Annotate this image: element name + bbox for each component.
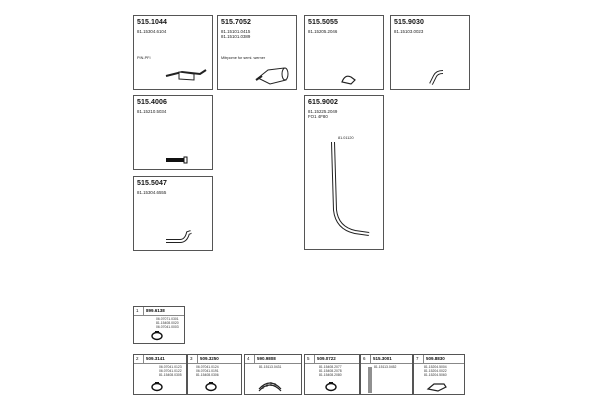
part-number: 515.7052 [221,19,251,26]
accessory-line: 81.15113.0452 [374,365,397,369]
clamp-icon [150,331,164,341]
accessory-line: 81.15408.2080 [319,373,342,377]
accessory-index: 4 [247,356,250,361]
divider [314,355,315,363]
clamp-icon [150,382,164,392]
divider [143,355,144,363]
accessory-line: 06.07071.0301 [156,317,179,321]
accessory-box-7[interactable] [413,354,465,395]
bracket-icon [426,381,448,393]
accessory-line: 81.15204.5004 [424,365,447,369]
accessory-box-2[interactable] [133,354,187,395]
accessory-number: 590.9808 [257,356,276,361]
divider [370,355,371,363]
accessory-number: 899.6138 [146,308,165,313]
accessory-index: 3 [190,356,193,361]
part-card-515-5047[interactable] [133,176,213,251]
clamp-icon [204,382,218,392]
accessory-number: 509.8830 [426,356,445,361]
accessory-line: 81.15408.2078 [319,369,342,373]
part-card-515-1044[interactable] [133,15,213,90]
accessory-box-3[interactable] [187,354,242,395]
accessory-box-6[interactable] [360,354,413,395]
accessory-line: 81.15204.0022 [424,369,447,373]
accessory-box-5[interactable] [304,354,360,395]
pipe-section-icon [164,156,188,164]
accessory-header [245,355,301,364]
tail-pipe-icon [325,140,375,245]
accessory-index: 1 [136,308,139,313]
accessory-line: 81.15204.5060 [424,373,447,377]
accessory-box-4[interactable] [244,354,302,395]
part-card-515-5055[interactable] [304,15,384,90]
accessory-index: 5 [307,356,310,361]
accessory-header [134,307,184,316]
divider [423,355,424,363]
pipe-elbow-icon [339,72,359,86]
part-reference: 81.15205.2046 [308,29,338,34]
part-note: PIN-PFI [137,56,151,60]
bend-pipe-icon [427,68,447,88]
accessory-index: 6 [363,356,366,361]
accessory-line: 81.15408.0020 [156,321,179,325]
part-number: 515.5055 [308,19,338,26]
part-card-615-9002[interactable] [304,95,384,250]
part-card-515-9030[interactable] [390,15,470,90]
part-label: 81.01120 [338,136,354,140]
curved-pipe-icon [164,229,194,245]
accessory-index: 2 [136,356,139,361]
part-number: 515.4006 [137,99,167,106]
divider [197,355,198,363]
divider [254,355,255,363]
rubber-hanger-icon [367,365,373,395]
part-number: 515.9030 [394,19,424,26]
accessory-line: 81.15408.0306 [196,373,219,377]
accessory-number: 515.3001 [373,356,392,361]
part-reference: 81.15304.6555 [137,190,167,195]
accessory-line: 06.07041.0123 [159,365,182,369]
accessory-number: 509.0722 [317,356,336,361]
accessory-number: 509.3141 [146,356,165,361]
part-number: 615.9002 [308,99,338,106]
part-number: 515.5047 [137,180,167,187]
clamp-icon [324,382,338,392]
part-reference: 81.15103.0023 [394,29,424,34]
part-reference: 81.15101.0415 [221,29,251,34]
heat-shield-icon [257,375,283,393]
accessory-line: 06.07041.0124 [196,365,219,369]
accessory-line: 06.07041.0191 [196,369,219,373]
accessory-header [188,355,241,364]
part-reference: 81.15304.6104 [137,29,167,34]
part-card-515-7052[interactable] [217,15,297,90]
part-reference: 81.15210.5034 [137,109,167,114]
accessory-header [361,355,412,364]
muffler-icon [164,66,209,86]
accessory-line: 81.15408.2077 [319,365,342,369]
accessory-line: 81.15113.0431 [259,365,282,369]
silencer-icon [254,62,290,88]
accessory-line: 81.15408.0305 [159,373,182,377]
accessory-number: 509.3250 [200,356,219,361]
accessory-header [305,355,359,364]
accessory-index: 7 [416,356,419,361]
part-reference: 81.15225.2049 [308,109,338,114]
accessory-line: 06.07041.0003 [156,325,179,329]
divider [143,307,144,315]
part-note: Mitrpome for semi. werner [221,56,266,60]
accessory-header [414,355,464,364]
part-reference-2: FO1 4F80 [308,114,328,119]
accessory-header [134,355,186,364]
part-reference-2: 81.15101.0389 [221,34,251,39]
part-number: 515.1044 [137,19,167,26]
part-card-515-4006[interactable] [133,95,213,170]
accessory-box-1[interactable] [133,306,185,344]
accessory-line: 06.07041.0122 [159,369,182,373]
